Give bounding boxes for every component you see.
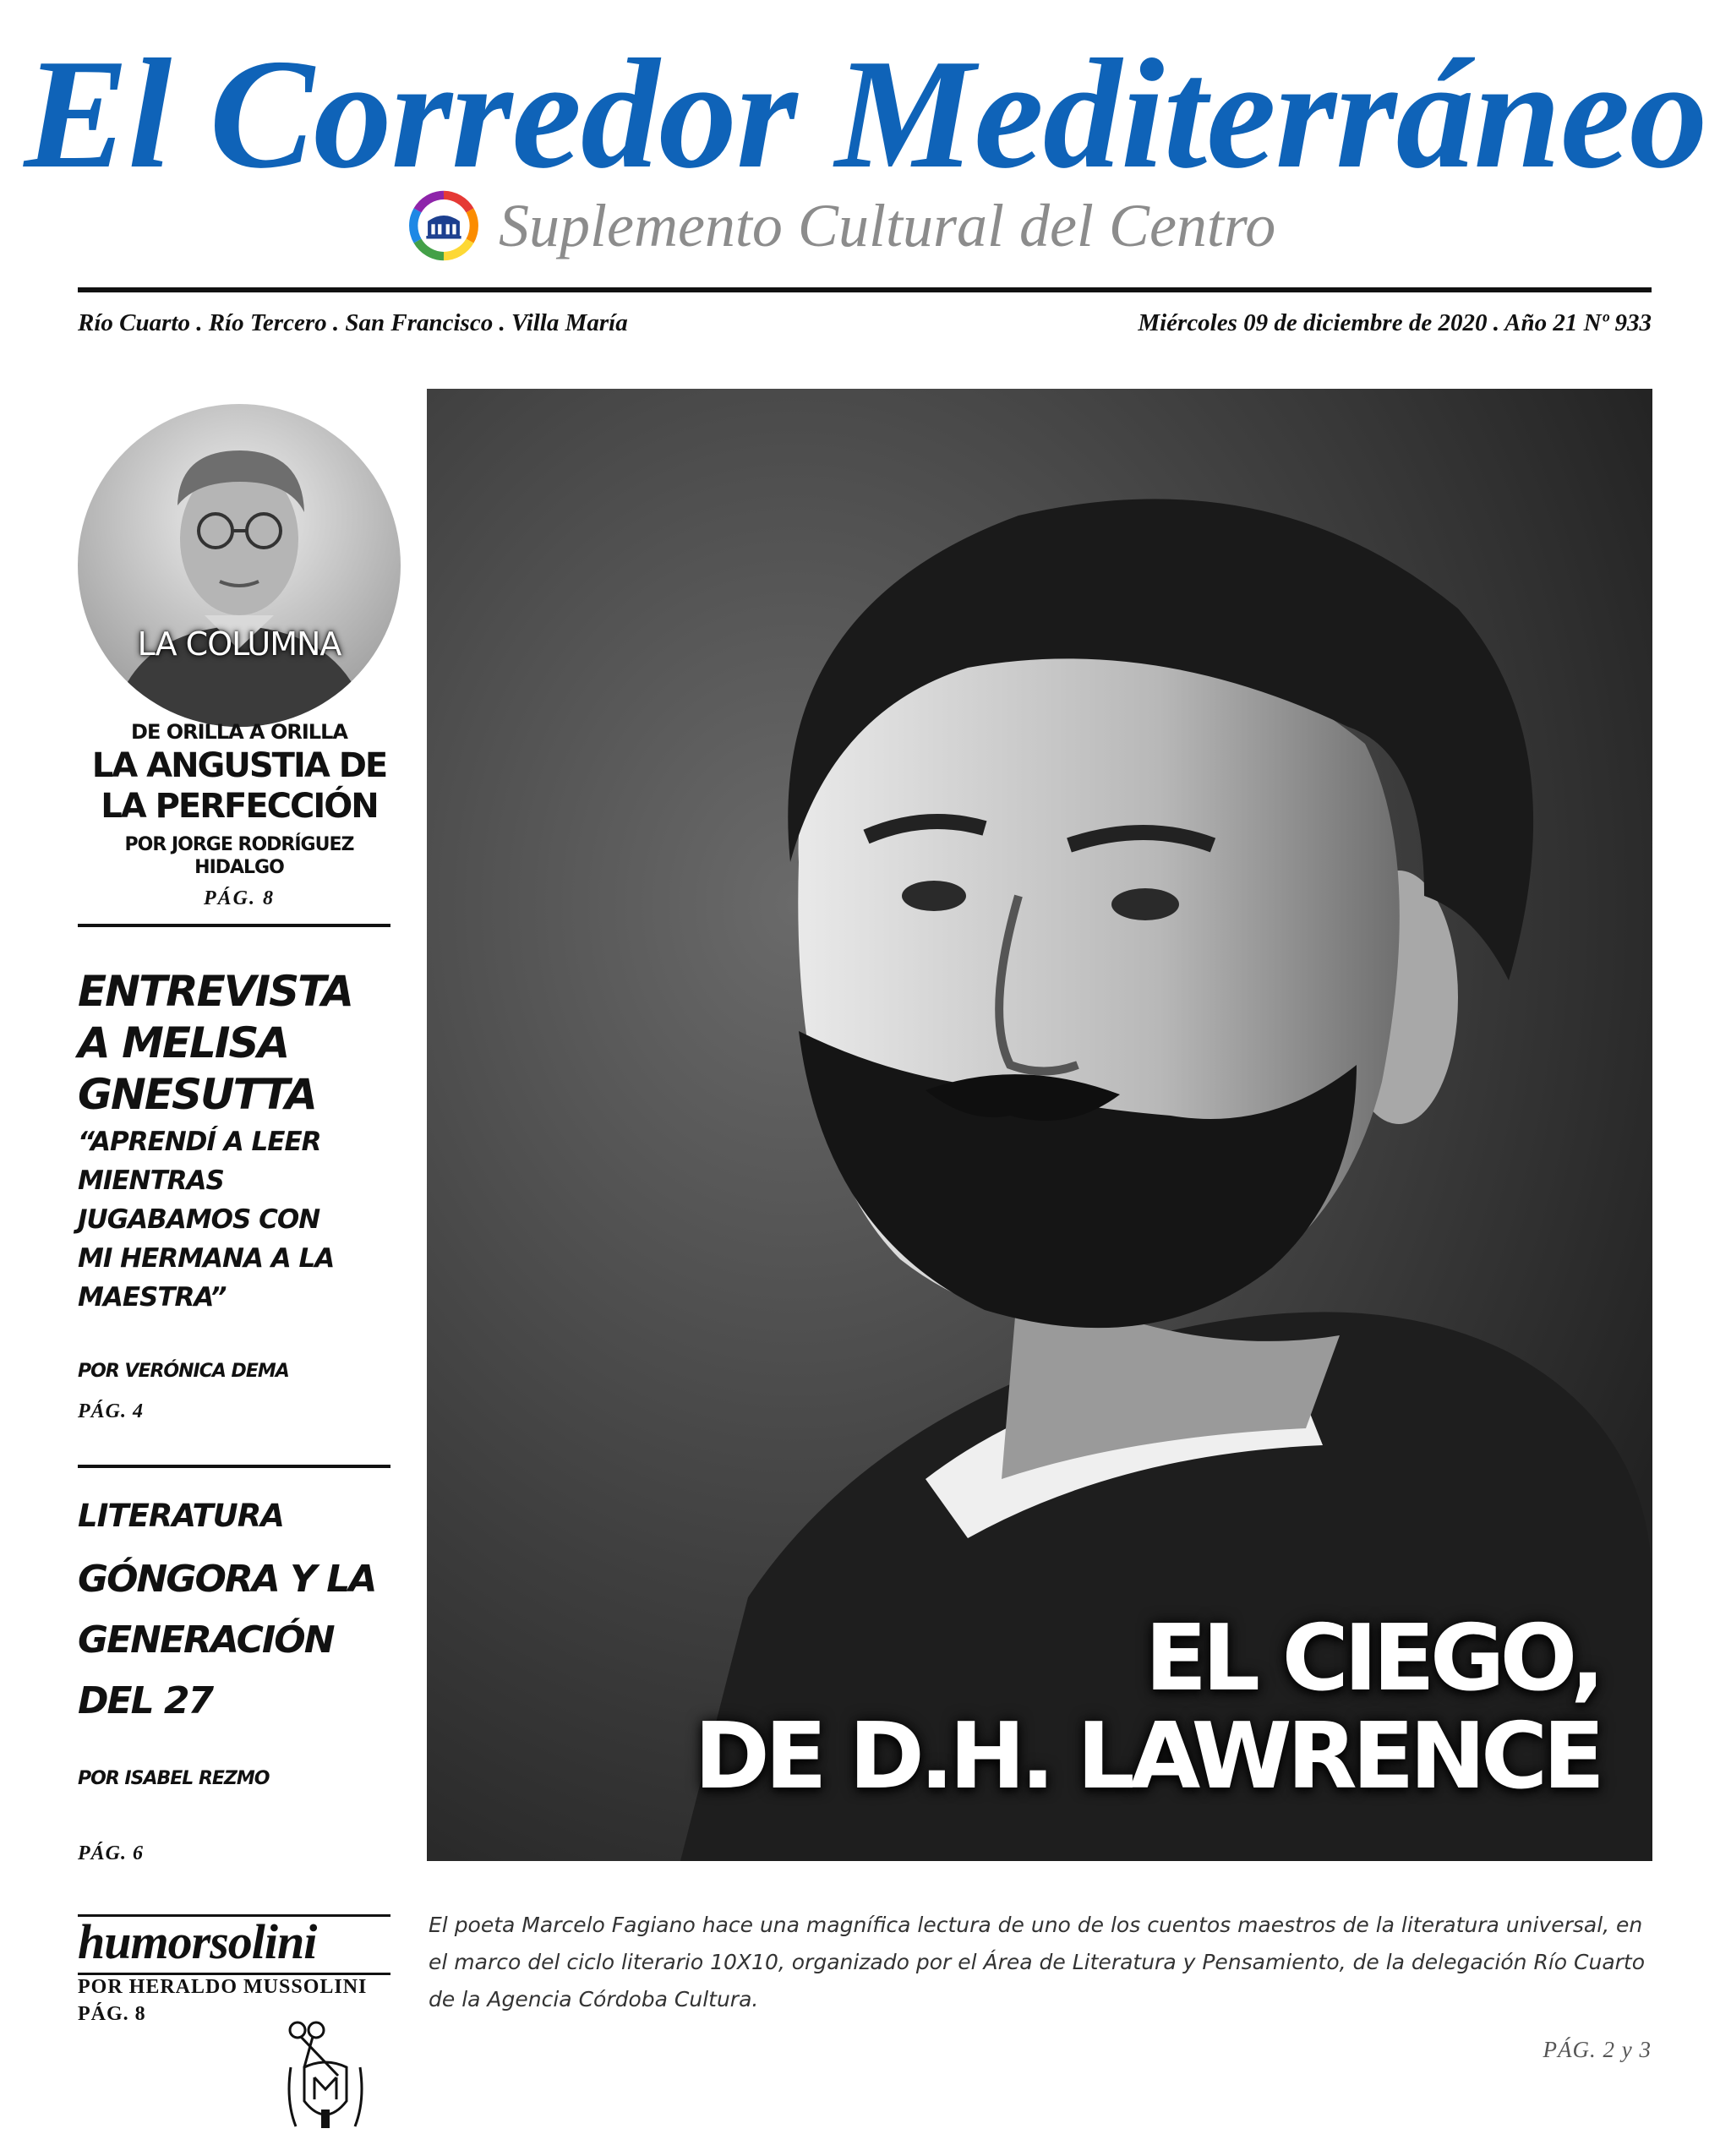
literature-byline: POR ISABEL REZMO bbox=[78, 1768, 270, 1789]
masthead-title: El Corredor Mediterráneo bbox=[24, 27, 1707, 201]
supplement-logo-icon bbox=[407, 189, 480, 262]
interview-page-ref: PÁG. 4 bbox=[78, 1400, 144, 1422]
feature-page-ref: PÁG. 2 y 3 bbox=[1543, 2037, 1652, 2062]
column-page-ref: PÁG. 8 bbox=[204, 887, 275, 909]
subtitle-row bbox=[407, 188, 1275, 264]
humor-emblem-icon bbox=[279, 2017, 372, 2135]
interview-byline: POR VERÓNICA DEMA bbox=[78, 1361, 289, 1382]
section-divider bbox=[78, 924, 390, 927]
humor-page-ref: PÁG. 8 bbox=[78, 2003, 146, 2025]
literature-page-ref: PÁG. 6 bbox=[78, 1842, 144, 1864]
feature-headline[interactable] bbox=[694, 1606, 1600, 1809]
column-byline: POR JORGE RODRÍGUEZ HIDALGO bbox=[124, 834, 354, 878]
feature-caption: El poeta Marcelo Fagiano hace una magnífica lectura de uno de los cuentos maestros de la literatura universal, en el marco del ciclo literario 10X10, organizado por el Área de Literatura y Pensamiento, de la delegación Río Cuarto de la Agencia Córdoba Cultura. bbox=[429, 1913, 1646, 2011]
masthead-rule bbox=[78, 287, 1652, 292]
cities-line: Río Cuarto . Río Tercero . San Francisco . Villa María bbox=[78, 309, 628, 336]
column-headline[interactable]: LA ANGUSTIA DE LA PERFECCIÓN bbox=[91, 746, 387, 826]
interview-headline[interactable]: ENTREVISTA A MELISA GNESUTTA bbox=[78, 967, 352, 1119]
column-kicker: DE ORILLA A ORILLA bbox=[131, 720, 347, 744]
literature-section-label: LITERATURA bbox=[78, 1498, 284, 1534]
feature-headline-line1: EL CIEGO, bbox=[1144, 1606, 1600, 1711]
literature-headline[interactable]: GÓNGORA Y LA GENERACIÓN DEL 27 bbox=[78, 1558, 376, 1722]
supplement-subtitle: Suplemento Cultural del Centro bbox=[499, 191, 1276, 259]
section-divider bbox=[78, 1465, 390, 1468]
humor-title[interactable]: humorsolini bbox=[78, 1914, 317, 1969]
feature-headline-line2: DE D.H. LAWRENCE bbox=[694, 1704, 1600, 1809]
humor-rule bbox=[78, 1973, 390, 1975]
column-label: LA COLUMNA bbox=[137, 625, 341, 663]
feature-photo[interactable] bbox=[427, 389, 1652, 1861]
columnist-portrait-image bbox=[78, 404, 401, 727]
interview-quote: “APRENDÍ A LEER MIENTRAS JUGABAMOS CON MI HERMANA A LA MAESTRA” bbox=[78, 1127, 335, 1313]
issue-dateline: Miércoles 09 de diciembre de 2020 . Año 21 Nº 933 bbox=[1138, 309, 1652, 336]
columnist-avatar bbox=[78, 404, 401, 727]
humor-byline: POR HERALDO MUSSOLINI bbox=[78, 1976, 368, 1998]
